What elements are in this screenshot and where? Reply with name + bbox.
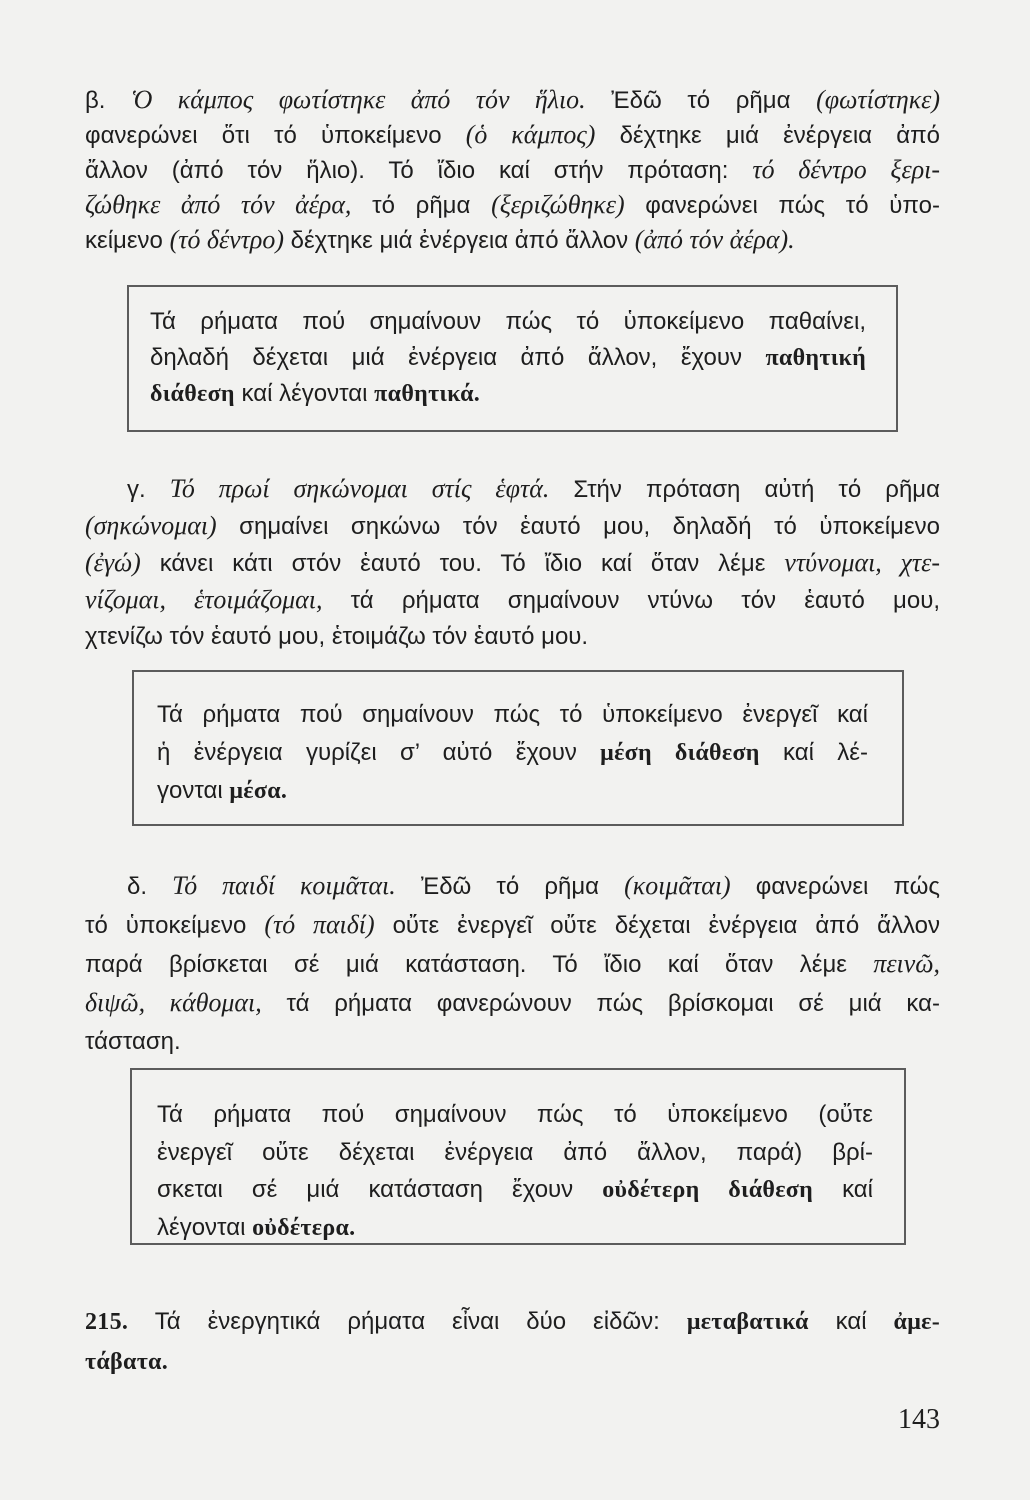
italic-example: διψῶ, κάθομαι, (85, 988, 262, 1017)
text-line (85, 905, 940, 944)
bold-term: παθητικά. (374, 381, 481, 407)
italic-example: τό δέντρο ξερι- (752, 155, 940, 184)
italic-subject: (τό δέντρο) (169, 225, 284, 254)
plain-text: σημαίνει σηκώνω τόν ἑαυτό μου, δηλαδή τό ὑποκείμενο (216, 513, 940, 540)
text-line (85, 983, 940, 1022)
bold-term: οὐδέτερα. (252, 1214, 356, 1241)
text-line (85, 1302, 940, 1342)
text-line (157, 1171, 873, 1209)
text-line (85, 82, 940, 117)
plain-text: φανερώνει πώς (730, 873, 940, 900)
bold-term: τάβατα. (85, 1349, 169, 1375)
bold-term: οὐδέτερη διάθεση (602, 1177, 814, 1203)
example-delta-paragraph (85, 866, 940, 1061)
italic-example: Ὁ κάμπος φωτίστηκε ἀπό τόν ἥλιο. (131, 85, 586, 114)
bold-term: διάθεση (150, 381, 235, 407)
italic-subject: (τό παιδί) (264, 910, 375, 939)
plain-text: σκεται σέ μιά κατάσταση ἔχουν (157, 1176, 603, 1203)
plain-text: Ἐδῶ τό ρῆμα (585, 87, 817, 114)
bold-term: ἀμε- (893, 1309, 940, 1335)
bold-term: παθητική (765, 345, 866, 371)
text-line (85, 866, 940, 905)
plain-text: φανερώνει πώς τό ὑπο- (624, 192, 940, 219)
rule-text (157, 1096, 873, 1246)
plain-text: ἄλλον (ἀπό τόν ἥλιο). Τό ἴδιο καί στήν πρόταση: (85, 157, 753, 184)
plain-text: Τά ἐνεργητικά ρήματα εἶναι δύο εἰδῶν: (128, 1308, 687, 1335)
rule-box-middle (132, 670, 904, 826)
bold-term: μέσα. (229, 778, 288, 804)
plain-text: τό ὑποκείμενο (85, 912, 265, 939)
example-gamma-paragraph (85, 470, 940, 655)
italic-verb: (φωτίστηκε) (816, 85, 940, 114)
rule-text (157, 696, 868, 810)
section-215-paragraph (85, 1302, 940, 1382)
plain-text: κείμενο (85, 227, 170, 254)
italic-agent: (ἀπό τόν ἀέρα). (634, 225, 795, 254)
text-line (157, 1209, 873, 1247)
italic-example: Τό παιδί κοιμᾶται. (172, 871, 396, 900)
rule-box-passive (127, 285, 898, 432)
plain-text: Τά ρήματα πού σημαίνουν πώς τό ὑποκείμενο ἐνεργεῖ καί (157, 701, 868, 728)
text-line (85, 944, 940, 983)
plain-text: κάνει κάτι στόν ἑαυτό του. Τό ἴδιο καί ὅταν λέμε (140, 550, 785, 577)
italic-subject: (ὁ κάμπος) (465, 120, 596, 149)
italic-example: ζώθηκε ἀπό τόν ἀέρα, (85, 190, 352, 219)
text-line (157, 1134, 873, 1172)
plain-text: Τά ρήματα πού σημαίνουν πώς τό ὑποκείμενο παθαίνει, (150, 308, 866, 335)
plain-text: δέχτηκε μιά ἐνέργεια ἀπό (595, 122, 940, 149)
text-line (150, 304, 866, 340)
text-line (157, 696, 868, 734)
text-line (157, 1096, 873, 1134)
text-line (85, 507, 940, 544)
text-line (85, 117, 940, 152)
plain-text: Τά ρήματα πού σημαίνουν πώς τό ὑποκείμενο (οὔτε (157, 1101, 873, 1128)
text-line (85, 1022, 940, 1061)
italic-example: Τό πρωί σηκώνομαι στίς ἑφτά. (169, 474, 550, 503)
plain-text: καί λέγονται (234, 380, 375, 407)
section-marker: γ. (127, 476, 170, 503)
plain-text: καί (808, 1308, 894, 1335)
text-line (85, 470, 940, 507)
italic-example: νίζομαι, ἑτοιμάζομαι, (85, 585, 323, 614)
italic-verb: (σηκώνομαι) (85, 511, 217, 540)
text-line (150, 340, 866, 376)
plain-text: οὔτε ἐνεργεῖ οὔτε δέχεται ἐνέργεια ἀπό ἄλλον (374, 912, 940, 939)
section-number: 215. (85, 1309, 129, 1335)
plain-text: γονται (157, 777, 230, 804)
bold-term: μεταβατικά (686, 1309, 809, 1335)
plain-text: καί (813, 1176, 873, 1203)
text-line (85, 1342, 940, 1382)
rule-text (150, 304, 866, 412)
plain-text: Στήν πρόταση αὐτή τό ρῆμα (549, 476, 940, 503)
plain-text: τά ρήματα φανερώνουν πώς βρίσκομαι σέ μιά κα- (261, 990, 941, 1017)
text-line (157, 772, 868, 810)
text-line (85, 222, 940, 257)
text-line (85, 618, 940, 655)
page-number: 143 (898, 1404, 940, 1435)
plain-text: χτενίζω τόν ἑαυτό μου, ἑτοιμάζω τόν ἑαυτό μου. (85, 623, 589, 650)
plain-text: καί λέ- (759, 739, 868, 766)
text-line (85, 581, 940, 618)
section-marker: β. (85, 87, 132, 114)
italic-verb: (κοιμᾶται) (624, 871, 731, 900)
plain-text: λέγονται (157, 1213, 253, 1241)
italic-subject: (ἐγώ) (85, 548, 141, 577)
italic-example: ντύνομαι, χτε- (784, 548, 941, 577)
plain-text: δηλαδή δέχεται μιά ἐνέργεια ἀπό ἄλλον, ἔχουν (150, 344, 766, 371)
text-line (157, 734, 868, 772)
rule-box-neutral (130, 1068, 906, 1245)
plain-text: δέχτηκε μιά ἐνέργεια ἀπό ἄλλον (283, 227, 635, 254)
text-line (85, 152, 940, 187)
text-line (85, 187, 940, 222)
section-marker: δ. (127, 873, 173, 900)
plain-text: παρά βρίσκεται σέ μιά κατάσταση. Τό ἴδιο καί ὅταν λέμε (85, 951, 874, 978)
plain-text: Ἐδῶ τό ρῆμα (395, 873, 625, 900)
plain-text: τάσταση. (85, 1028, 181, 1055)
text-line (150, 376, 866, 412)
plain-text: φανερώνει ὅτι τό ὑποκείμενο (85, 122, 466, 149)
plain-text: τά ρήματα σημαίνουν ντύνω τόν ἑαυτό μου, (322, 587, 940, 614)
italic-example: πεινῶ, (873, 949, 940, 978)
text-line (85, 544, 940, 581)
bold-term: μέση διάθεση (600, 740, 760, 766)
plain-text: τό ρῆμα (351, 192, 492, 219)
plain-text: ἐνεργεῖ οὔτε δέχεται ἐνέργεια ἀπό ἄλλον, παρά) βρί- (157, 1138, 873, 1166)
example-beta-paragraph (85, 82, 940, 257)
italic-verb: (ξεριζώθηκε) (491, 190, 625, 219)
plain-text: ἡ ἐνέργεια γυρίζει σ’ αὐτό ἔχουν (157, 739, 601, 766)
